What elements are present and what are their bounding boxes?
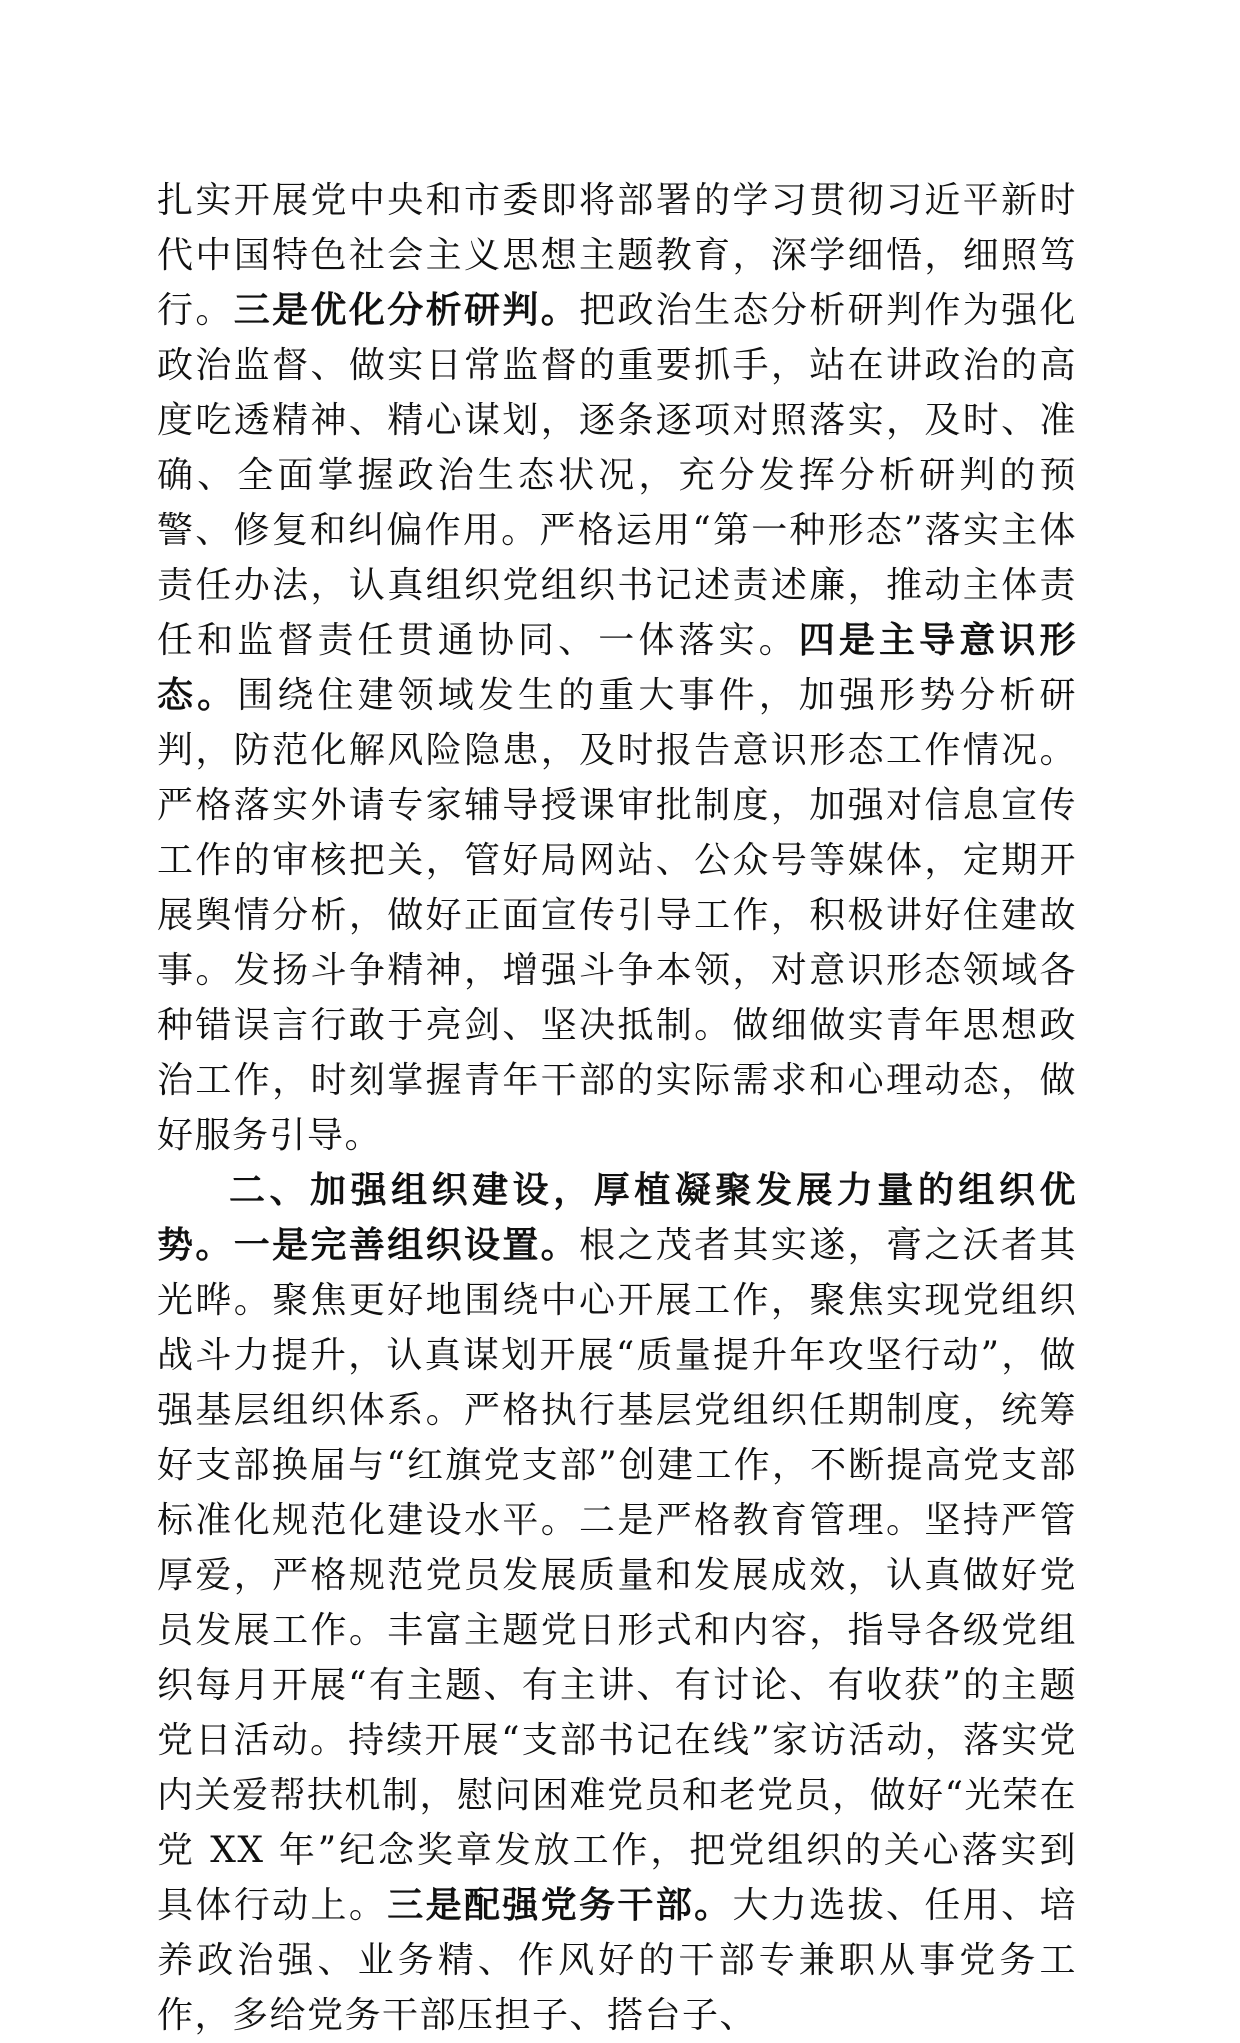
bold-heading-segment: 三是优化分析研判。 bbox=[233, 289, 580, 331]
bold-heading-segment: 二、加强组织建设，厚植凝聚发展力量的组织优势。一是完善组织设置。 bbox=[157, 1169, 1077, 1266]
text-segment: 扎实开展党中央和市委即将部署的学习贯彻习近平新时代中国特色社会主义思想主题教育，深学细悟，细照笃行。 bbox=[157, 180, 1077, 331]
text-segment: 围绕住建领域发生的重大事件，加强形势分析研判，防范化解风险隐患，及时报告意识形态工作情况。严格落实外请专家辅导授课审批制度，加强对信息宣传工作的审核把关，管好局网站、公众号等媒体，定期开展舆情分析，做好正面宣传引导工作，积极讲好住建故事。发扬斗争精神，增强斗争本领，对意识形态领域各种错误言行敢于亮剑、坚决抵制。做细做实青年思想政治工作，时刻掌握青年干部的实际需求和心理动态，做好服务引导。 bbox=[157, 675, 1077, 1156]
text-segment: 把政治生态分析研判作为强化政治监督、做实日常监督的重要抓手，站在讲政治的高度吃透精神、精心谋划，逐条逐项对照落实，及时、准确、全面掌握政治生态状况，充分发挥分析研判的预警、修复和纠偏作用。严格运用“第一种形态”落实主体责任办法，认真组织党组织书记述责述廉，推动主体责任和监督责任贯通协同、一体落实。 bbox=[157, 290, 1077, 661]
text-segment: 大力选拔、任用、培养政治强、业务精、作风好的干部专兼职从事党务工作，多给党务干部压担子、搭台子、 bbox=[157, 1885, 1077, 2036]
bold-heading-segment: 三是配强党务干部。 bbox=[387, 1884, 733, 1926]
paragraph-2 bbox=[157, 1163, 1077, 2043]
document-body bbox=[157, 173, 1077, 2043]
paragraph-1 bbox=[157, 173, 1077, 1163]
text-segment: 根之茂者其实遂，膏之沃者其光晔。聚焦更好地围绕中心开展工作，聚焦实现党组织战斗力提升，认真谋划开展“质量提升年攻坚行动”，做强基层组织体系。严格执行基层党组织任期制度，统筹好支部换届与“红旗党支部”创建工作，不断提高党支部标准化规范化建设水平。二是严格教育管理。坚持严管厚爱，严格规范党员发展质量和发展成效，认真做好党员发展工作。丰富主题党日形式和内容，指导各级党组织每月开展“有主题、有主讲、有讨论、有收获”的主题党日活动。持续开展“支部书记在线”家访活动，落实党内关爱帮扶机制，慰问困难党员和老党员，做好“光荣在党 XX 年”纪念奖章发放工作，把党组织的关心落实到具体行动上。 bbox=[157, 1225, 1077, 1926]
bold-heading-segment: 四是主导意识形态。 bbox=[157, 619, 1077, 716]
